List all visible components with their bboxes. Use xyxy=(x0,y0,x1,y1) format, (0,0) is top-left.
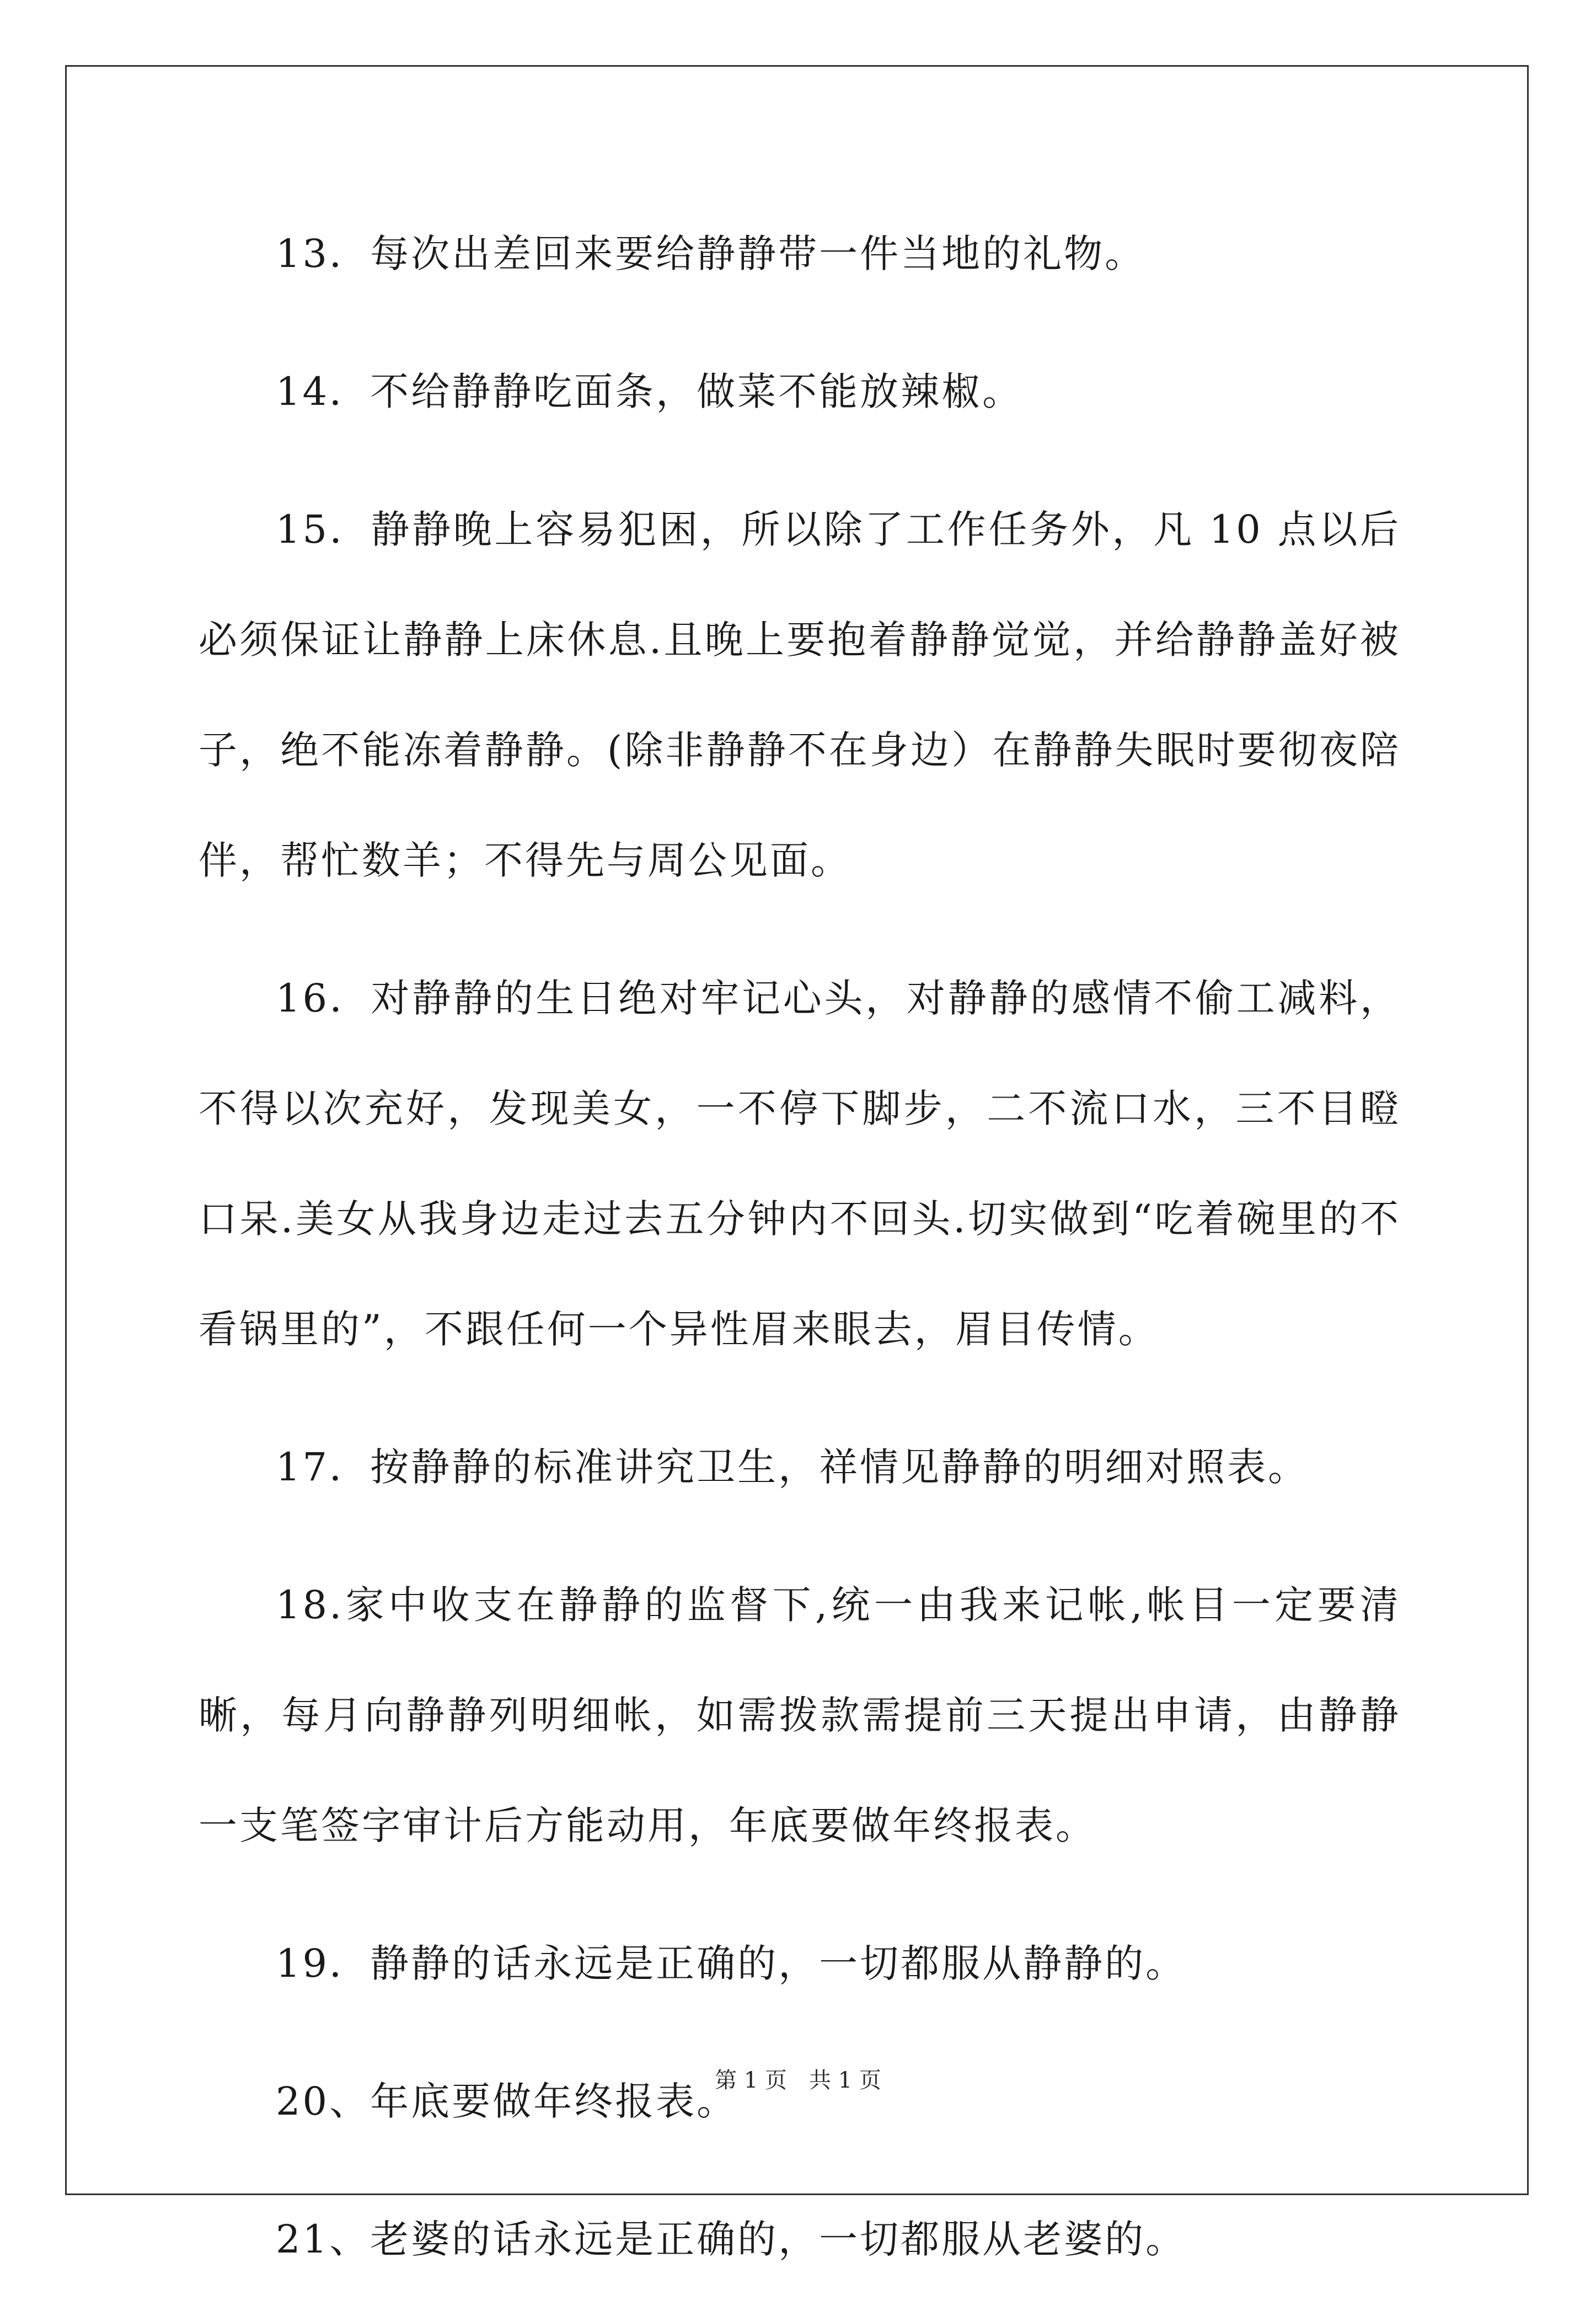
paragraph-16: 16．对静静的生日绝对牢记心头，对静静的感情不偷工减料，不得以次充好，发现美女，一不停下脚步，二不流口水，三不目瞪口呆.美女从我身边走过去五分钟内不回头.切实做到“吃着碗里的不看锅里的”，不跟任何一个异性眉来眼去，眉目传情。 xyxy=(199,976,1401,1352)
paragraph-15: 15．静静晚上容易犯困，所以除了工作任务外，凡 10 点以后必须保证让静静上床休息.且晚上要抱着静静觉觉，并给静静盖好被子，绝不能冻着静静。(除非静静不在身边）在静静失眠时要彻夜陪伴，帮忙数羊；不得先与周公见面。 xyxy=(199,507,1401,883)
paragraph-18: 18.家中收支在静静的监督下,统一由我来记帐,帐目一定要清晰，每月向静静列明细帐，如需拨款需提前三天提出申请，由静静一支笔签字审计后方能动用，年底要做年终报表。 xyxy=(199,1582,1401,1848)
document-body xyxy=(199,199,1401,2322)
paragraph-21: 21、老婆的话永远是正确的，一切都服从老婆的。 xyxy=(276,2217,1187,2262)
paragraph-13: 13．每次出差回来要给静静带一件当地的礼物。 xyxy=(276,231,1146,276)
paragraph-14: 14．不给静静吃面条，做菜不能放辣椒。 xyxy=(276,369,1024,414)
paragraph-20: 20、年底要做年终报表。 xyxy=(276,2079,738,2124)
paragraph-19: 19．静静的话永远是正确的，一切都服从静静的。 xyxy=(276,1941,1187,1986)
paragraph-17: 17．按静静的标准讲究卫生，祥情见静静的明细对照表。 xyxy=(276,1444,1309,1490)
page-number-footer: 第 1 页 共 1 页 xyxy=(715,2068,881,2093)
